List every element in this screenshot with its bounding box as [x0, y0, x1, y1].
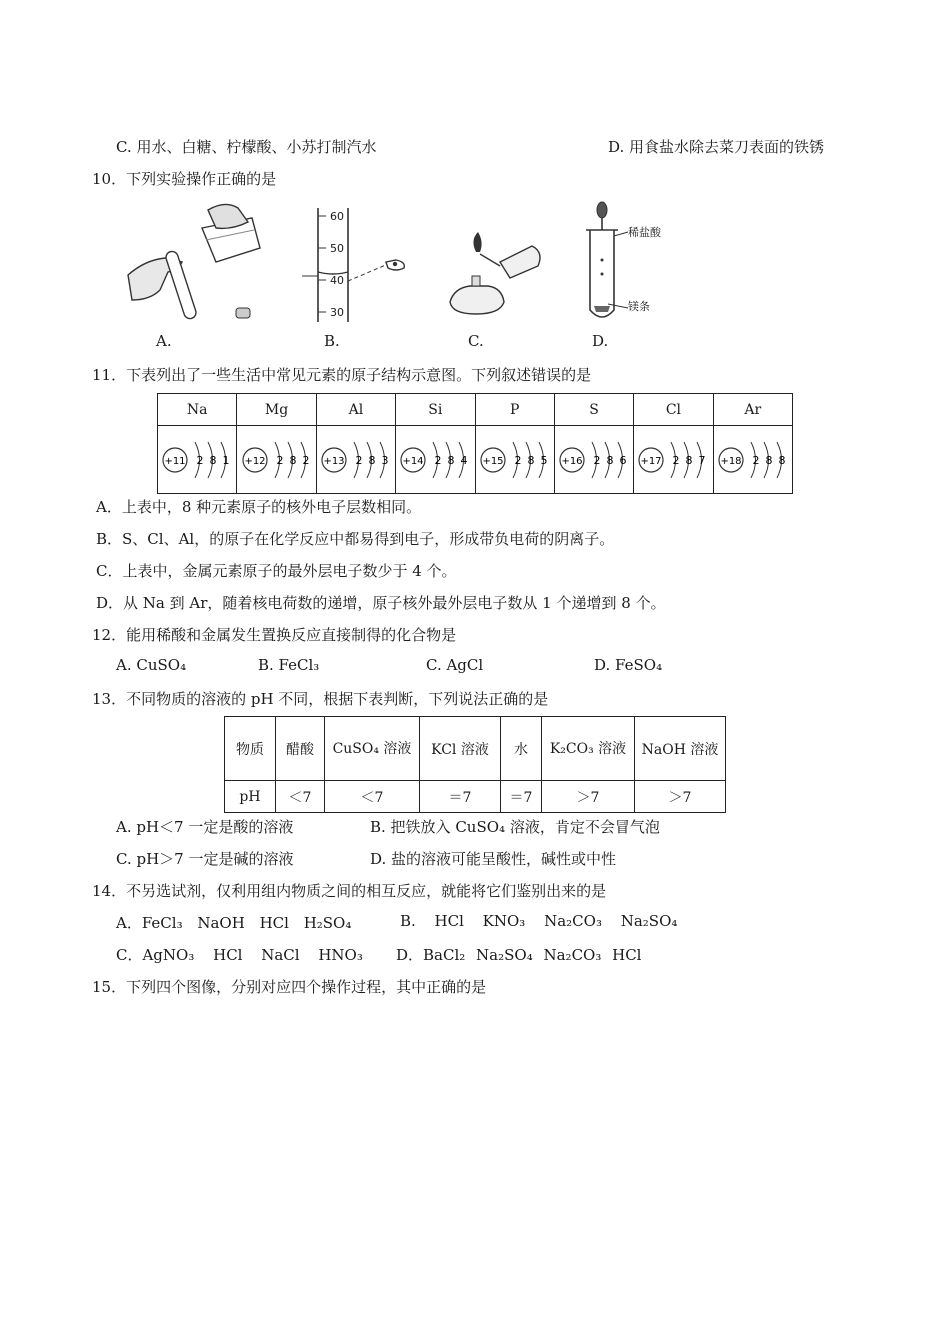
- atom-diagram: [558, 432, 630, 488]
- shell-electron-count: 2: [276, 453, 284, 467]
- element-cl: Cl: [634, 394, 713, 426]
- atom-cell: [634, 426, 713, 494]
- shell-electron-count: 8: [209, 453, 217, 467]
- shell-electron-count: 2: [196, 453, 204, 467]
- atom-cell: [713, 426, 792, 494]
- cyl-tick-50: 50: [330, 242, 344, 255]
- shell-electron-count: 8: [289, 453, 297, 467]
- substance-naoh: NaOH 溶液: [635, 717, 726, 781]
- atom-cell: [475, 426, 554, 494]
- atom-cell: [316, 426, 395, 494]
- q11-option-b: B．S、Cl、Al，的原子在化学反应中都易得到电子，形成带负电荷的阴离子。: [96, 530, 615, 548]
- figure-a-pouring: [120, 200, 270, 334]
- shell-electron-count: 8: [447, 453, 455, 467]
- label-dilute-hcl: 稀盐酸: [628, 226, 661, 239]
- q12-option-b: B. FeCl₃: [258, 656, 320, 674]
- atom-diagram: [717, 432, 789, 488]
- element-na: Na: [158, 394, 237, 426]
- q10-stem: 10．下列实验操作正确的是: [92, 170, 277, 188]
- ph-naoh: ＞7: [635, 781, 726, 813]
- element-s: S: [554, 394, 633, 426]
- ph-k2co3: ＞7: [542, 781, 635, 813]
- shell-electron-count: 2: [434, 453, 442, 467]
- q13-option-c: C. pH＞7 一定是碱的溶液: [116, 850, 294, 868]
- substance-k2co3: K₂CO₃ 溶液: [542, 717, 635, 781]
- substance-acetic-acid: 醋酸: [276, 717, 325, 781]
- shell-electron-count: 1: [222, 453, 230, 467]
- substance-kcl: KCl 溶液: [420, 717, 501, 781]
- ph-kcl: ＝7: [420, 781, 501, 813]
- q14-stem: 14．不另选试剂，仅利用组内物质之间的相互反应，就能将它们鉴别出来的是: [92, 882, 607, 900]
- q9-option-d: D. 用食盐水除去菜刀表面的铁锈: [608, 138, 825, 156]
- q14-option-d: D．BaCl₂ Na₂SO₄ Na₂CO₃ HCl: [396, 946, 642, 964]
- atom-structure-table: [157, 393, 793, 494]
- q9-option-c: C. 用水、白糖、柠檬酸、小苏打制汽水: [116, 138, 377, 156]
- shell-electron-count: 2: [752, 453, 760, 467]
- ph-acetic-acid: ＜7: [276, 781, 325, 813]
- atom-cell: [554, 426, 633, 494]
- shell-electron-count: 8: [685, 453, 693, 467]
- nucleus-charge: +16: [561, 455, 583, 467]
- q14-option-b: B. HCl KNO₃ Na₂CO₃ Na₂SO₄: [400, 912, 678, 930]
- shell-electron-count: 3: [381, 453, 389, 467]
- ph-table: [224, 716, 726, 813]
- q14-option-c: C．AgNO₃ HCl NaCl HNO₃: [116, 946, 363, 964]
- nucleus-charge: +18: [720, 455, 742, 467]
- atom-diagram: [479, 432, 551, 488]
- atom-cell: [158, 426, 237, 494]
- shell-electron-count: 8: [368, 453, 376, 467]
- shell-electron-count: 6: [619, 453, 627, 467]
- q10-label-d: D.: [592, 332, 609, 350]
- shell-electron-count: 2: [514, 453, 522, 467]
- q12-option-c: C. AgCl: [426, 656, 484, 674]
- figure-b-cylinder: [296, 206, 416, 328]
- q11-option-d: D．从 Na 到 Ar，随着核电荷数的递增，原子核外最外层电子数从 1 个递增到 8 个。: [96, 594, 666, 612]
- nucleus-charge: +12: [244, 455, 266, 467]
- atom-diagram: [320, 432, 392, 488]
- ph-table-head-ph: pH: [225, 781, 276, 813]
- atom-diagram: [161, 432, 233, 488]
- substance-cuso4: CuSO₄ 溶液: [325, 717, 420, 781]
- q11-option-a: A．上表中，8 种元素原子的核外电子层数相同。: [96, 498, 422, 516]
- atom-cell: [396, 426, 475, 494]
- atom-diagram: [637, 432, 709, 488]
- q11-stem: 11．下表列出了一些生活中常见元素的原子结构示意图。下列叙述错误的是: [92, 366, 592, 384]
- q10-label-c: C.: [468, 332, 484, 350]
- q13-option-a: A. pH＜7 一定是酸的溶液: [116, 818, 294, 836]
- element-al: Al: [316, 394, 395, 426]
- cyl-tick-40: 40: [330, 274, 344, 287]
- shell-electron-count: 8: [765, 453, 773, 467]
- shell-electron-count: 8: [778, 453, 786, 467]
- shell-electron-count: 8: [606, 453, 614, 467]
- element-si: Si: [396, 394, 475, 426]
- atom-diagram: [241, 432, 313, 488]
- shell-electron-count: 2: [355, 453, 363, 467]
- figure-d-test-tube: [580, 200, 630, 332]
- atom-cell: [237, 426, 316, 494]
- nucleus-charge: +17: [640, 455, 662, 467]
- q13-option-b: B. 把铁放入 CuSO₄ 溶液，肯定不会冒气泡: [370, 818, 660, 836]
- ph-table-head-substance: 物质: [225, 717, 276, 781]
- shell-electron-count: 2: [593, 453, 601, 467]
- shell-electron-count: 4: [460, 453, 468, 467]
- q12-option-d: D. FeSO₄: [594, 656, 663, 674]
- label-magnesium-strip: 镁条: [628, 300, 650, 313]
- shell-electron-count: 7: [698, 453, 706, 467]
- q13-stem: 13．不同物质的溶液的 pH 不同，根据下表判断，下列说法正确的是: [92, 690, 549, 708]
- q11-option-c: C．上表中，金属元素原子的最外层电子数少于 4 个。: [96, 562, 457, 580]
- q15-stem: 15．下列四个图像，分别对应四个操作过程，其中正确的是: [92, 978, 487, 996]
- q12-stem: 12．能用稀酸和金属发生置换反应直接制得的化合物是: [92, 626, 457, 644]
- element-ar: Ar: [713, 394, 792, 426]
- shell-electron-count: 8: [527, 453, 535, 467]
- atom-diagram: [399, 432, 471, 488]
- nucleus-charge: +15: [482, 455, 504, 467]
- nucleus-charge: +14: [402, 455, 424, 467]
- q10-label-b: B.: [324, 332, 340, 350]
- q13-option-d: D. 盐的溶液可能呈酸性，碱性或中性: [370, 850, 617, 868]
- q12-option-a: A. CuSO₄: [116, 656, 187, 674]
- element-mg: Mg: [237, 394, 316, 426]
- cyl-tick-60: 60: [330, 210, 344, 223]
- q10-label-a: A.: [156, 332, 172, 350]
- q14-option-a: A．FeCl₃ NaOH HCl H₂SO₄: [116, 914, 352, 932]
- shell-electron-count: 5: [540, 453, 548, 467]
- nucleus-charge: +13: [323, 455, 345, 467]
- ph-cuso4: ＜7: [325, 781, 420, 813]
- element-p: P: [475, 394, 554, 426]
- substance-water: 水: [501, 717, 542, 781]
- shell-electron-count: 2: [672, 453, 680, 467]
- figure-c-alcohol-lamps: [440, 232, 550, 328]
- nucleus-charge: +11: [164, 455, 186, 467]
- shell-electron-count: 2: [302, 453, 310, 467]
- ph-water: ＝7: [501, 781, 542, 813]
- cyl-tick-30: 30: [330, 306, 344, 319]
